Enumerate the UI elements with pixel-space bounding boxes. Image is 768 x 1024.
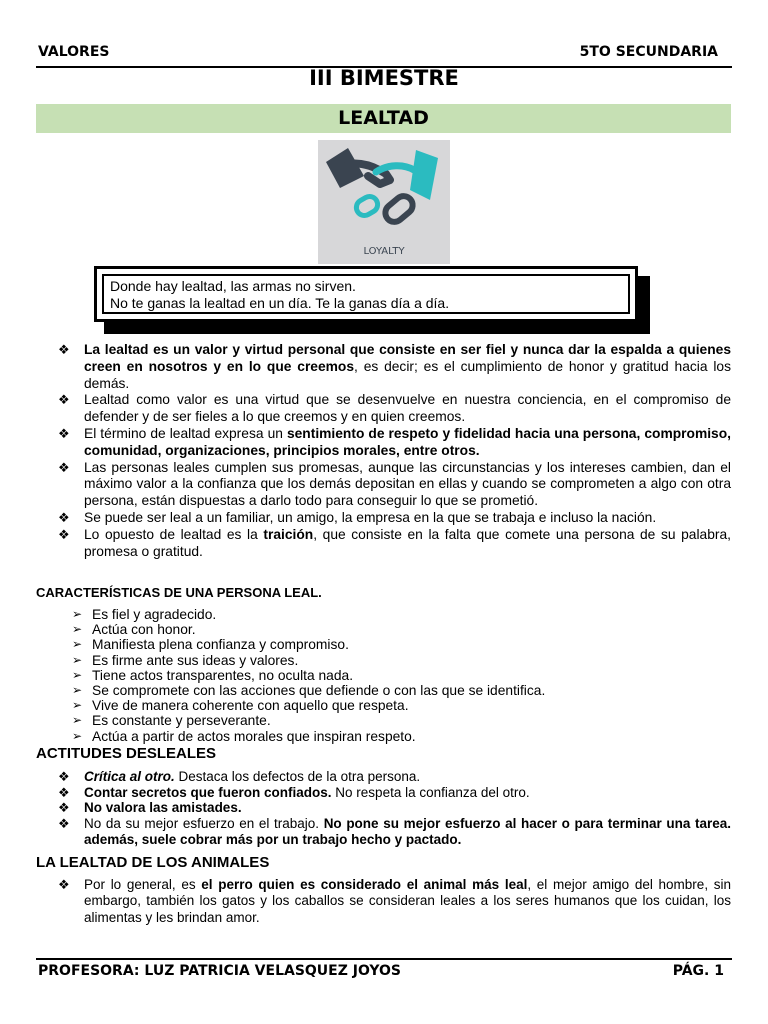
diamond-bullet-icon: ❖ — [58, 526, 70, 542]
diamond-bullet-icon: ❖ — [58, 877, 70, 892]
list-item: ➢ Es firme ante sus ideas y valores. — [72, 652, 299, 668]
list-item: ❖ No da su mejor esfuerzo en el trabajo. No pone su mejor esfuerzo al hacer o para terminar una tarea. además, suele cobrar más por un trabajo hecho y pactado. — [58, 816, 732, 847]
arrow-bullet-icon: ➢ — [72, 698, 83, 713]
arrow-bullet-icon: ➢ — [72, 607, 83, 621]
diamond-bullet-icon: ❖ — [58, 392, 70, 408]
list-item: ❖ Lo opuesto de lealtad es la traición, que consiste en la falta que comete una persona de su palabra, promesa o gratitud. — [58, 526, 731, 559]
characteristics-heading: CARACTERÍSTICAS DE UNA PERSONA LEAL. — [36, 585, 322, 600]
teacher-name: PROFESORA: LUZ PATRICIA VELASQUEZ JOYOS — [38, 963, 402, 979]
diamond-bullet-icon: ❖ — [58, 459, 70, 475]
grade-label: 5TO SECUNDARIA — [579, 44, 718, 60]
logo-caption: LOYALTY — [363, 246, 405, 257]
quote-line-1: Donde hay lealtad, las armas no sirven. — [110, 278, 356, 294]
diamond-bullet-icon: ❖ — [58, 769, 70, 784]
list-item: ❖ Las personas leales cumplen sus promesas, aunque las circunstancias y los intereses cambien, dan el máximo valor a la confianza que los demás depositan en ellas y cuando se comprometen a algo con otra persona, están dispuestas a darlo todo para conseguir lo que se prometió. — [58, 459, 731, 509]
arrow-bullet-icon: ➢ — [72, 713, 83, 728]
list-item: ➢ Vive de manera coherente con aquello que respeta. — [72, 698, 409, 714]
page-title: III BIMESTRE — [309, 66, 459, 90]
page-footer — [36, 958, 732, 984]
diamond-bullet-icon: ❖ — [58, 784, 70, 800]
quote-box — [102, 274, 630, 314]
arrow-bullet-icon: ➢ — [72, 622, 83, 637]
loyalty-image — [318, 140, 450, 264]
diamond-bullet-icon: ❖ — [58, 816, 70, 832]
handshake-chain-icon — [318, 140, 450, 264]
page-number: PÁG. 1 — [672, 963, 724, 979]
list-item: ❖ Lealtad como valor es una virtud que se desenvuelve en nuestra conciencia, en el compromiso de defender y de ser fieles a lo que creemos y en quien creemos. — [58, 392, 731, 425]
quote-line-2: No te ganas la lealtad en un día. Te la ganas día a día. — [110, 295, 450, 311]
list-item: ➢ Actúa a partir de actos morales que inspiran respeto. — [72, 728, 416, 744]
subject-label: VALORES — [38, 44, 110, 60]
list-item: ❖ El término de lealtad expresa un sentimiento de respeto y fidelidad hacia una persona, compromiso, comunidad, organizaciones, principios morales, entre otros. — [58, 425, 731, 458]
arrow-bullet-icon: ➢ — [72, 667, 83, 682]
list-item: ❖ Contar secretos que fueron confiados. No respeta la confianza del otro. — [58, 784, 530, 800]
page-header — [36, 42, 732, 68]
list-item: ❖ La lealtad es un valor y virtud personal que consiste en ser fiel y nunca dar la espalda a quienes creen en nosotros y en lo que creemos, es decir; es el cumplimiento de honor y gratitud hacia los demás. — [58, 342, 731, 391]
list-item: ➢ Se compromete con las acciones que defiende o con las que se identifica. — [72, 683, 546, 699]
diamond-bullet-icon: ❖ — [58, 800, 70, 816]
list-item: ❖ Crítica al otro. Destaca los defectos de la otra persona. — [58, 769, 421, 784]
list-item: ➢ Es constante y perseverante. — [72, 713, 271, 729]
disloyal-heading: ACTITUDES DESLEALES — [36, 745, 217, 762]
animals-heading: LA LEALTAD DE LOS ANIMALES — [36, 854, 270, 871]
arrow-bullet-icon: ➢ — [72, 637, 83, 652]
diamond-bullet-icon: ❖ — [58, 342, 70, 357]
list-item: ➢ Tiene actos transparentes, no oculta nada. — [72, 667, 354, 683]
list-item: ➢ Manifiesta plena confianza y compromiso. — [72, 637, 349, 653]
arrow-bullet-icon: ➢ — [72, 683, 83, 698]
diamond-bullet-icon: ❖ — [58, 425, 70, 441]
characteristics-list — [36, 607, 545, 744]
diamond-bullet-icon: ❖ — [58, 509, 70, 525]
list-item: ➢ Actúa con honor. — [72, 622, 196, 638]
list-item: ❖ No valora las amistades. — [58, 800, 242, 816]
arrow-bullet-icon: ➢ — [72, 728, 83, 743]
arrow-bullet-icon: ➢ — [72, 652, 83, 667]
list-item: ❖ Por lo general, es el perro quien es considerado el animal más leal, el mejor amigo del hombre, sin embargo, también los gatos y los caballos se consideran leales a los seres humanos que los cuidan, los alimentas y les brindan amor. — [58, 877, 732, 925]
list-item: ❖ Se puede ser leal a un familiar, un amigo, la empresa en la que se trabaja e incluso la nación. — [58, 509, 657, 525]
intro-section — [36, 342, 731, 560]
list-item: ➢ Es fiel y agradecido. — [72, 607, 217, 622]
topic-heading: LEALTAD — [36, 104, 731, 133]
animals-section — [36, 877, 731, 926]
disloyal-section — [36, 769, 731, 848]
